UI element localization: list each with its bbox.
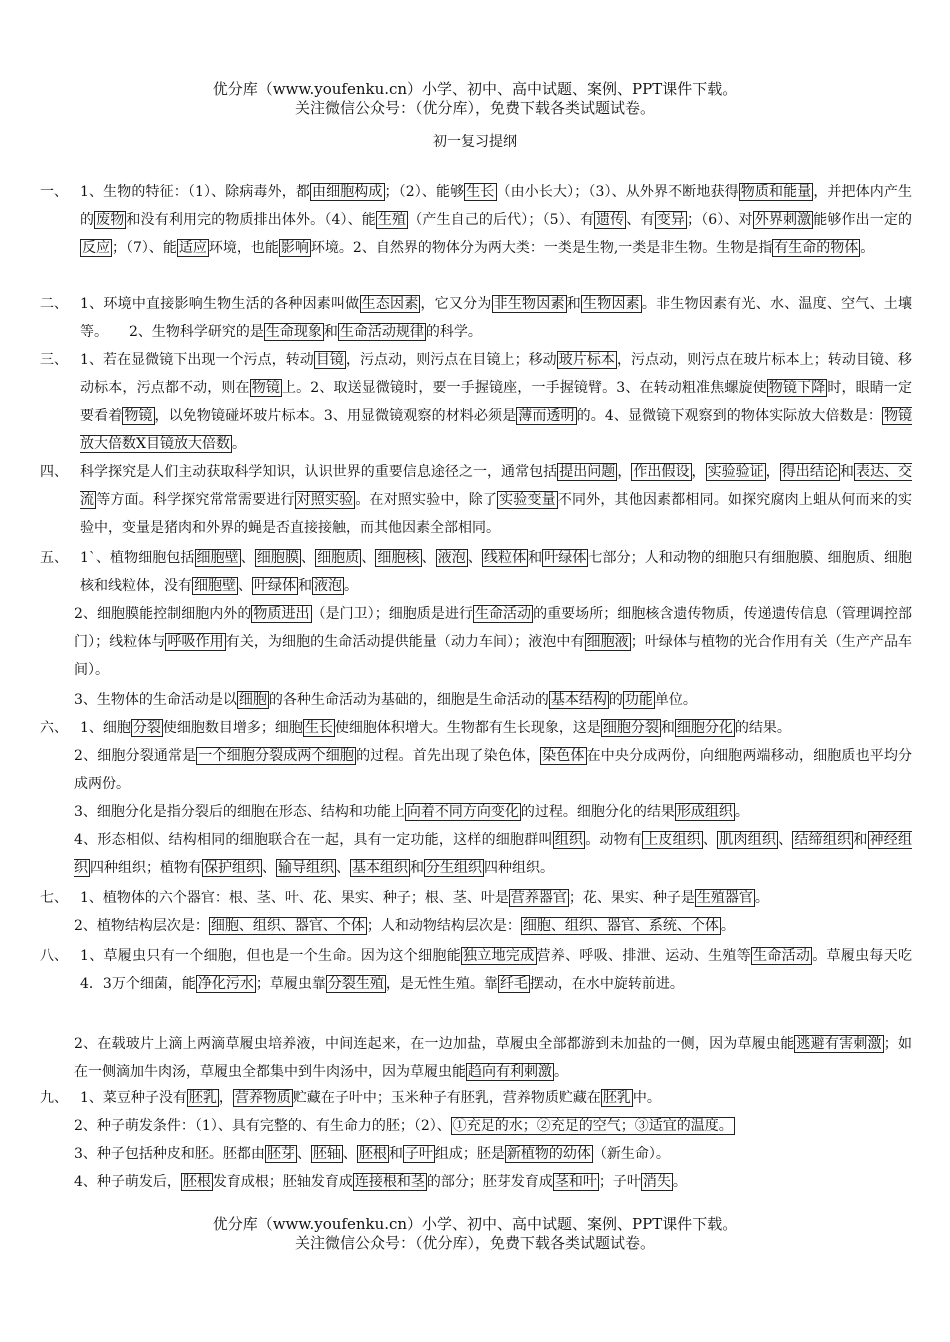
boxed-keyword: 胚乳	[188, 1090, 217, 1106]
boxed-keyword: 生命活动	[753, 948, 811, 964]
section-number: 四、	[40, 464, 68, 480]
boxed-keyword: 细胞、组织、器官、系统、个体	[522, 918, 719, 934]
boxed-keyword: 表达、交流	[80, 464, 913, 508]
boxed-keyword: 影响	[280, 240, 309, 256]
page-footer	[0, 1215, 950, 1253]
boxed-keyword: 一个细胞分裂成两个细胞	[198, 748, 355, 764]
boxed-keyword: 分生组织	[426, 860, 482, 876]
boxed-keyword: 功能	[624, 692, 653, 708]
boxed-keyword: 营养物质	[234, 1090, 291, 1106]
boxed-keyword: 基本组织	[352, 860, 408, 876]
section-paragraph: 3、细胞分化是指分裂后的细胞在形态、结构和功能上 向着不同方向变化 的过程。细胞分化的结果 形成组织 。	[74, 804, 749, 820]
boxed-keyword: 生殖器官	[696, 890, 753, 906]
boxed-keyword: 适应	[178, 240, 207, 256]
section-number: 六、	[40, 720, 68, 736]
boxed-keyword: 有生命的物体	[774, 240, 859, 256]
boxed-keyword: 液泡	[314, 578, 342, 594]
section-paragraph: 1、菜豆种子没有 胚乳 ， 营养物质 贮藏在子叶中；玉米种子有胚乳，营养物质贮藏在 胚乳 中。	[80, 1090, 661, 1106]
boxed-keyword: 细胞	[238, 692, 267, 708]
boxed-keyword: 分裂	[132, 720, 161, 736]
boxed-keyword: ①充足的水；②充足的空气；③适宜的温度。	[452, 1118, 733, 1134]
boxed-keyword: 生态因素	[361, 296, 419, 312]
section-number: 一、	[40, 184, 68, 200]
boxed-keyword: 遗传	[596, 212, 625, 228]
boxed-keyword: 组织	[554, 832, 584, 848]
boxed-keyword: 对照实验	[296, 492, 354, 508]
boxed-keyword: 逃避有害刺激	[796, 1036, 882, 1052]
section-paragraph: 4、形态相似、结构相同的细胞联合在一起，具有一定功能，这样的细胞群叫 组织 。动物有 上皮组织 、 肌肉组织 、 结缔组织 和 神经组织 四种组织；植物有 保护组织 、 输导组织 、 基本组织 和 分生组织 四种组织。	[74, 832, 913, 876]
boxed-keyword: 生殖	[377, 212, 407, 228]
footer-line-2: 关注微信公众号：（优分库），免费下载各类试题试卷。	[294, 1234, 655, 1252]
section-paragraph: 2、种子萌发条件：（1）、具有完整的、有生命力的胚；（2）、 ①充足的水；②充足的空气；③适宜的温度。	[74, 1118, 733, 1134]
boxed-keyword: 叶绿体	[544, 550, 587, 566]
boxed-keyword: 玻片标本	[558, 352, 615, 368]
boxed-keyword: 生命现象	[265, 324, 322, 340]
section-paragraph: 3、生物体的生命活动是以 细胞 的各种生命活动为基础的，细胞是生命活动的 基本结构 的 功能 单位。	[74, 692, 697, 708]
boxed-keyword: 胚乳	[602, 1090, 631, 1106]
boxed-keyword: 上皮组织	[644, 832, 702, 848]
section-paragraph: 2、在载玻片上滴上两滴草履虫培养液，中间连起来，在一边加盐，草履虫全部都游到未加盐的一侧，因为草履虫能 逃避有害刺激 ；如在一侧滴加牛肉汤，草履虫全都集中到牛肉汤中，因为草履虫能 趋向有利刺激 。	[74, 1036, 913, 1080]
boxed-keyword: 线粒体	[483, 550, 527, 566]
header-line-1: 优分库（www.youfenku.cn）小学、初中、高中试题、案例、PPT课件下载。	[212, 80, 738, 98]
boxed-keyword: 细胞液	[586, 634, 629, 650]
boxed-keyword: 生长	[466, 184, 495, 200]
boxed-keyword: 消失	[642, 1174, 671, 1190]
section-paragraph: 1、若在显微镜下出现一个污点，转动 目镜 ，污点动，则污点在目镜上；移动 玻片标本 ，污点动，则污点在玻片标本上；转动目镜、移动标本，污点都不动，则在 物镜 上。2、取送显微镜时，要一手握镜座，一手握镜臂。3、在转动粗准焦螺旋使 物镜下降 时，眼睛一定要看着 物镜 ，以免物镜碰坏玻片标本。3、用显微镜观察的材料必须是 薄而透明 的。4、显微镜下观察到的物体实际放大倍数是： 物镜放大倍数X目镜放大倍数 。	[80, 352, 913, 452]
boxed-keyword: 营养器官	[510, 890, 567, 906]
section-paragraph: 2、植物结构层次是： 细胞、组织、器官、个体 ；人和动物结构层次是： 细胞、组织、器官、系统、个体 。	[74, 918, 735, 934]
boxed-keyword: 细胞膜	[256, 550, 300, 566]
boxed-keyword: 外界刺激	[754, 212, 812, 228]
boxed-keyword: 基本结构	[550, 692, 607, 708]
boxed-keyword: 物质进出	[253, 606, 310, 622]
section-paragraph: 1、细胞 分裂 使细胞数目增多；细胞 生长 使细胞体积增大。生物都有生长现象，这是 细胞分裂 和 细胞分化 的结果。	[80, 720, 791, 736]
boxed-keyword: 反应	[82, 240, 110, 256]
section-paragraph: 1`、植物细胞包括 细胞壁 、 细胞膜 、 细胞质 、 细胞核 、 液泡 、 线粒体 和 叶绿体 七部分；人和动物的细胞只有细胞膜、细胞质、细胞核和线粒体，没有 细胞壁 、 叶绿体 和 液泡 。	[80, 550, 913, 594]
boxed-keyword: 连接根和茎	[354, 1174, 425, 1190]
boxed-keyword: 细胞壁	[194, 578, 236, 594]
doc-title: 初一复习提纲	[433, 134, 517, 150]
boxed-keyword: 染色体	[542, 748, 585, 764]
boxed-keyword: 薄而透明	[518, 408, 575, 424]
boxed-keyword: 茎和叶	[554, 1174, 597, 1190]
boxed-keyword: 肌肉组织	[719, 832, 777, 848]
section-number: 八、	[40, 948, 68, 964]
boxed-keyword: 分裂生殖	[327, 976, 384, 992]
boxed-keyword: 胚根	[358, 1146, 387, 1162]
section-paragraph: 2、细胞分裂通常是 一个细胞分裂成两个细胞 的过程。首先出现了染色体， 染色体 在中央分成两份，向细胞两端移动，细胞质也平均分成两份。	[74, 748, 913, 792]
boxed-keyword: 得出结论	[781, 464, 838, 480]
boxed-keyword: 呼吸作用	[167, 634, 224, 650]
section-paragraph: 科学探究是人们主动获取科学知识，认识世界的重要信息途径之一，通常包括 提出问题 ， 作出假设 ， 实验验证 ， 得出结论 和 表达、交流 等方面。科学探究常常需要进行 对照实验 。在对照实验中，除了 实验变量 不同外，其他因素都相同。如探究腐肉上蛆从何而来的实验中，变量是猪肉和外界的蝇是否直接接触，而其他因素全部相同。	[80, 464, 913, 536]
boxed-keyword: 纤毛	[499, 976, 528, 992]
boxed-keyword: 胚芽	[266, 1146, 295, 1162]
boxed-keyword: 叶绿体	[254, 578, 296, 594]
section-number: 七、	[40, 890, 68, 906]
footer-line-1: 优分库（www.youfenku.cn）小学、初中、高中试题、案例、PPT课件下载。	[212, 1215, 738, 1233]
boxed-keyword: 变异	[656, 212, 685, 228]
boxed-keyword: 输导组织	[278, 860, 334, 876]
section-paragraph: 2、细胞膜能控制细胞内外的 物质进出 （是门卫）；细胞质是进行 生命活动 的重要场所；细胞核含遗传物质，传递遗传信息（管理调控部门）；线粒体与 呼吸作用 有关，为细胞的生命活动提供能量（动力车间）；液泡中有 细胞液 ；叶绿体与植物的光合作用有关（生产产品车间）。	[74, 606, 913, 678]
boxed-keyword: 物镜	[124, 408, 153, 424]
boxed-keyword: 生命活动	[474, 606, 532, 622]
section-number: 三、	[40, 352, 68, 368]
boxed-keyword: 由细胞构成	[311, 184, 383, 200]
section-number: 五、	[40, 550, 68, 566]
header-line-2: 关注微信公众号：（优分库），免费下载各类试题试卷。	[294, 99, 655, 117]
boxed-keyword: 细胞分化	[676, 720, 733, 736]
boxed-keyword: 保护组织	[204, 860, 260, 876]
boxed-keyword: 生命活动规律	[339, 324, 424, 340]
boxed-keyword: 物镜	[251, 380, 280, 396]
section-paragraph: 4、种子萌发后， 胚根 发育成根；胚轴发育成 连接根和茎 的部分；胚芽发育成 茎和叶 ；子叶 消失 。	[74, 1174, 687, 1190]
boxed-keyword: 细胞质	[317, 550, 360, 566]
section-paragraph: 3、种子包括种皮和胚。胚都由 胚芽 、 胚轴 、 胚根 和 子叶 组成；胚是 新植物的幼体 （新生命）。	[74, 1146, 670, 1162]
section-paragraph: 1、生物的特征：（1）、除病毒外，都 由细胞构成 ；（2）、能够 生长 （由小长大）；（3）、从外界不断地获得 物质和能量 ，并把体内产生的 废物 和没有利用完的物质排出体外。（4）、能 生殖 （产生自己的后代）；（5）、有 遗传 、有 变异 ；（6）、对 外界刺激 能够作出一定的反应 ；（7）、能 适应 环境，也能 影响 环境。2、自然界的物体分为两大类：一类是生物,一类是非生物。生物是指 有生命的物体 。	[80, 184, 913, 256]
boxed-keyword: 废物	[96, 212, 125, 228]
boxed-keyword: 子叶	[404, 1146, 433, 1162]
page-header	[0, 80, 950, 118]
boxed-keyword: 胚根	[182, 1174, 211, 1190]
section-paragraph: 1、环境中直接影响生物生活的各种因素叫做 生态因素 ，它又分为 非生物因素 和 生物因素 。非生物因素有光、水、温度、空气、土壤等。 2、生物科学研究的是 生命现象 和 生命活动规律 的科学。	[80, 296, 913, 340]
boxed-keyword: 物镜下降	[768, 380, 826, 396]
section-paragraph: 1、草履虫只有一个细胞，但也是一个生命。因为这个细胞能 独立地完成 营养、呼吸、排泄、运动、生殖等 生命活动 。草履虫每天吃4．3万个细菌，能 净化污水 ；草履虫靠 分裂生殖 ，是无性生殖。靠 纤毛 摆动，在水中旋转前进。	[80, 948, 913, 992]
boxed-keyword: 作出假设	[633, 464, 690, 480]
section-number: 九、	[40, 1090, 68, 1106]
boxed-keyword: 向着不同方向变化	[406, 804, 519, 820]
boxed-keyword: 新植物的幼体	[506, 1146, 591, 1162]
boxed-keyword: 趋向有利刺激	[468, 1064, 552, 1080]
boxed-keyword: 独立地完成	[463, 948, 535, 964]
boxed-keyword: 结缔组织	[794, 832, 852, 848]
boxed-keyword: 目镜	[315, 352, 344, 368]
section-paragraph: 1、植物体的六个器官：根、茎、叶、花、果实、种子；根、茎、叶是 营养器官 ；花、果实、种子是 生殖器官 。	[80, 890, 769, 906]
boxed-keyword: 提出问题	[559, 464, 616, 480]
boxed-keyword: 细胞、组织、器官、个体	[210, 918, 365, 934]
boxed-keyword: 神经组织	[74, 832, 913, 876]
boxed-keyword: 非生物因素	[493, 296, 565, 312]
boxed-keyword: 生物因素	[582, 296, 640, 312]
boxed-keyword: 物质和能量	[740, 184, 812, 200]
boxed-keyword: 形成组织	[676, 804, 733, 820]
boxed-keyword: 净化污水	[197, 976, 254, 992]
boxed-keyword: 胚轴	[312, 1146, 341, 1162]
boxed-keyword: 细胞壁	[196, 550, 239, 566]
boxed-keyword: 液泡	[437, 550, 466, 566]
boxed-keyword: 细胞分裂	[602, 720, 659, 736]
boxed-keyword: 实验变量	[499, 492, 556, 508]
section-number: 二、	[40, 296, 68, 312]
boxed-keyword: 生长	[304, 720, 333, 736]
boxed-keyword: 物镜放大倍数X目镜放大倍数	[80, 408, 913, 452]
boxed-keyword: 细胞核	[377, 550, 420, 566]
boxed-keyword: 实验验证	[707, 464, 764, 480]
